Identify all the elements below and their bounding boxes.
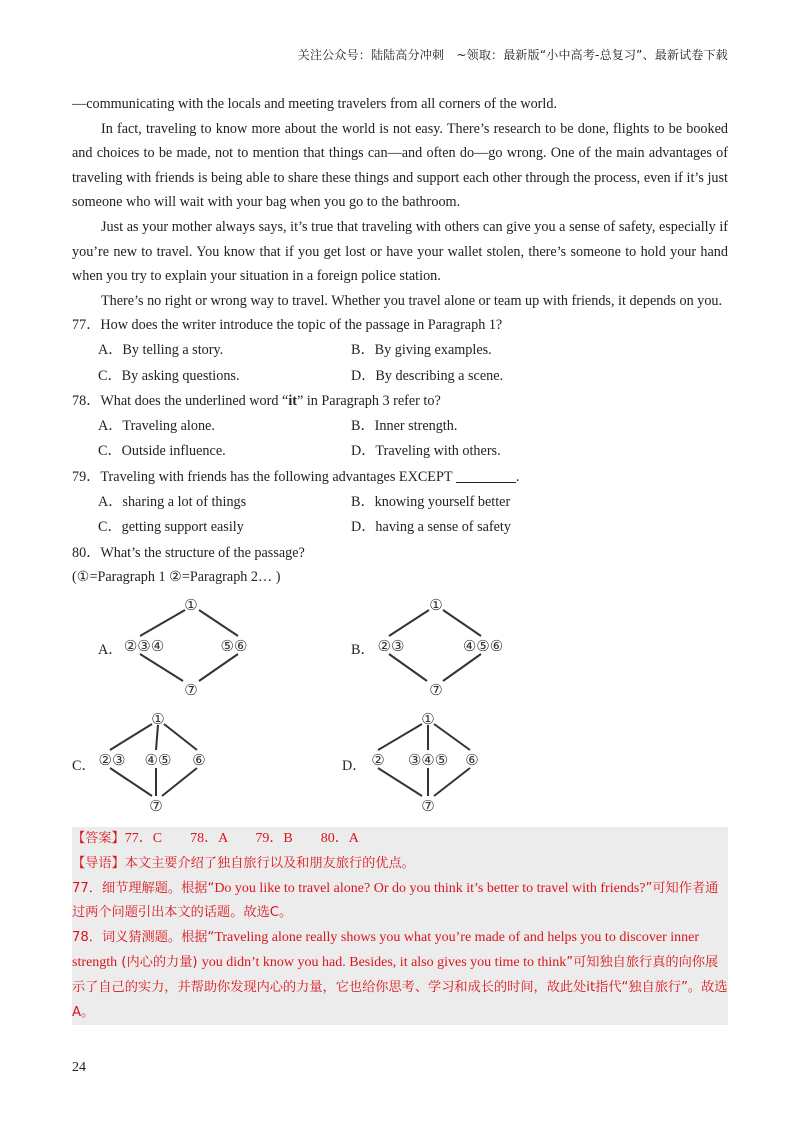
diagram-b-left: ②③: [377, 637, 405, 655]
option-77-a: A．By telling a story.: [98, 341, 224, 358]
diagram-d-left: ②: [371, 751, 385, 769]
diagram-d-top: ①: [421, 710, 435, 728]
option-79-c: C．getting support easily: [98, 519, 244, 536]
question-78-stem: [72, 389, 728, 414]
diagram-b-bottom: ⑦: [429, 681, 443, 699]
diagram-b-graph: [351, 596, 571, 706]
diagram-b-right: ④⑤⑥: [462, 637, 504, 655]
paragraph-conclusion: There’s no right or wrong way to travel. Whether you travel alone or team up with friends, it depends on you.: [101, 292, 723, 309]
option-77-b: B．By giving examples.: [351, 341, 492, 358]
diagram-c-top: ①: [151, 710, 165, 728]
diagram-a-right: ⑤⑥: [220, 637, 248, 655]
diagram-c-graph: [72, 710, 292, 822]
question-78-options: [72, 414, 728, 465]
diagram-b-top: ①: [429, 596, 443, 614]
diagram-option-c: [72, 710, 292, 822]
explanation-77: [72, 877, 728, 927]
question-78-stem-post: ” in Paragraph 3 refer to?: [296, 393, 441, 410]
diagram-option-b: [351, 596, 571, 706]
question-79-stem: [72, 465, 728, 490]
diagram-option-d: [342, 710, 562, 822]
option-78-c: C．Outside influence.: [98, 443, 226, 460]
passage-and-questions: [72, 92, 728, 826]
paragraph-legend: (①=Paragraph 1 ②=Paragraph 2… ): [72, 569, 281, 586]
question-77-stem: 77．How does the writer introduce the topic of the passage in Paragraph 1?: [72, 317, 503, 334]
paragraph-research: In fact, traveling to know more about the world is not easy. There’s research to be done, flights to be booked and choices to be made, not to mention that things can—and often do—go wrong. One of the main advantages of traveling with friends is being able to share these things and support each other through the process, even if it’s just someone who will wait with your bag when you go to the bathroom.: [72, 120, 728, 211]
explanation-78: [72, 926, 728, 1025]
diagram-d-bottom: ⑦: [421, 797, 435, 815]
diagram-a-graph: [98, 596, 298, 706]
question-79-stem-text: 79．Traveling with friends has the following advantages EXCEPT: [72, 468, 453, 485]
explanation-78-quote: Traveling alone really shows you what you’re made of and helps you to discover inner strength: [72, 930, 700, 970]
diagram-a-label: A．: [98, 641, 123, 658]
explanation-77-quote: Do you like to travel alone? Or do you think it’s better to travel with friends?: [214, 880, 646, 896]
question-79-stem-end: .: [515, 468, 520, 485]
question-77-options: [72, 338, 728, 389]
diagram-c-middle: ④⑤: [144, 751, 172, 769]
answer-key: [72, 827, 728, 852]
diagram-a-bottom: ⑦: [184, 681, 198, 699]
option-78-b: B．Inner strength.: [351, 417, 458, 434]
answer-guide-text: 本文主要介绍了独自旅行以及和朋友旅行的优点。: [124, 855, 415, 871]
answer-key-label: 【答案】: [72, 831, 125, 846]
diagram-a-top: ①: [184, 596, 198, 614]
option-78-d: D．Traveling with others.: [351, 443, 501, 460]
explanation-78-gloss: (内心的力量): [117, 954, 202, 970]
option-78-a: A．Traveling alone.: [98, 417, 215, 434]
option-77-c: C．By asking questions.: [98, 367, 240, 384]
option-77-d: D．By describing a scene.: [351, 367, 504, 384]
diagram-option-a: [98, 596, 298, 706]
diagram-c-left: ②③: [98, 751, 126, 769]
question-79-options: [72, 490, 728, 541]
option-79-b: B．knowing yourself better: [351, 493, 511, 510]
diagram-c-right: ⑥: [192, 751, 206, 769]
paragraph-continuation: —communicating with the locals and meeting travelers from all corners of the world.: [72, 96, 557, 112]
explanation-77-pre: 77．细节理解题。根据“: [72, 880, 215, 896]
diagram-d-graph: [342, 710, 562, 822]
page-number: 24: [72, 1060, 86, 1075]
diagram-a-left: ②③④: [123, 637, 165, 655]
answer-key-text: 77．C 78．A 79．B 80．A: [124, 831, 359, 846]
explanation-78-quote-2: you didn’t know you had. Besides, it also gives you time to think: [201, 954, 567, 970]
paragraph-safety: Just as your mother always says, it’s true that traveling with others can give you a sense of safety, especially if you’re new to travel. You know that if you get lost or have your wallet stolen, there’s someone to hold your hand when you try to explain your situation in a foreign police station.: [72, 218, 728, 285]
diagram-d-right: ⑥: [465, 751, 479, 769]
diagram-b-label: B．: [351, 641, 375, 658]
answer-guide-label: 【导语】: [72, 855, 125, 871]
answer-guide: [72, 852, 728, 877]
diagram-c-label: C．: [72, 757, 96, 774]
question-80-stem: 80．What’s the structure of the passage?: [72, 544, 305, 561]
diagram-d-middle: ③④⑤: [407, 751, 449, 769]
option-79-d: D．having a sense of safety: [351, 519, 511, 536]
explanation-78-pre: 78．词义猜测题。根据“: [72, 930, 215, 946]
underlined-word: it: [288, 393, 297, 410]
answer-section: [72, 827, 728, 1025]
diagram-c-bottom: ⑦: [149, 797, 163, 815]
explanation-77-post: ”可知作者通过两个问题引出本文的话题。故选C。: [72, 880, 719, 921]
option-79-a: A．sharing a lot of things: [98, 493, 247, 510]
explanation-78-post: ”可知独自旅行真的向你展示了自己的实力，并帮助你发现内心的力量，它也给你思考、学习和成长的时间，故此处it指代“独自旅行”。故选A。: [72, 954, 728, 1020]
page-header: 关注公众号：陆陆高分冲刺 ~领取：最新版“小中高考-总复习”、最新试卷下载: [297, 48, 728, 62]
diagram-d-label: D．: [342, 757, 367, 774]
question-78-stem-pre: 78．What does the underlined word “: [72, 393, 289, 410]
answer-blank: [456, 468, 516, 483]
structure-diagrams: [72, 590, 728, 826]
